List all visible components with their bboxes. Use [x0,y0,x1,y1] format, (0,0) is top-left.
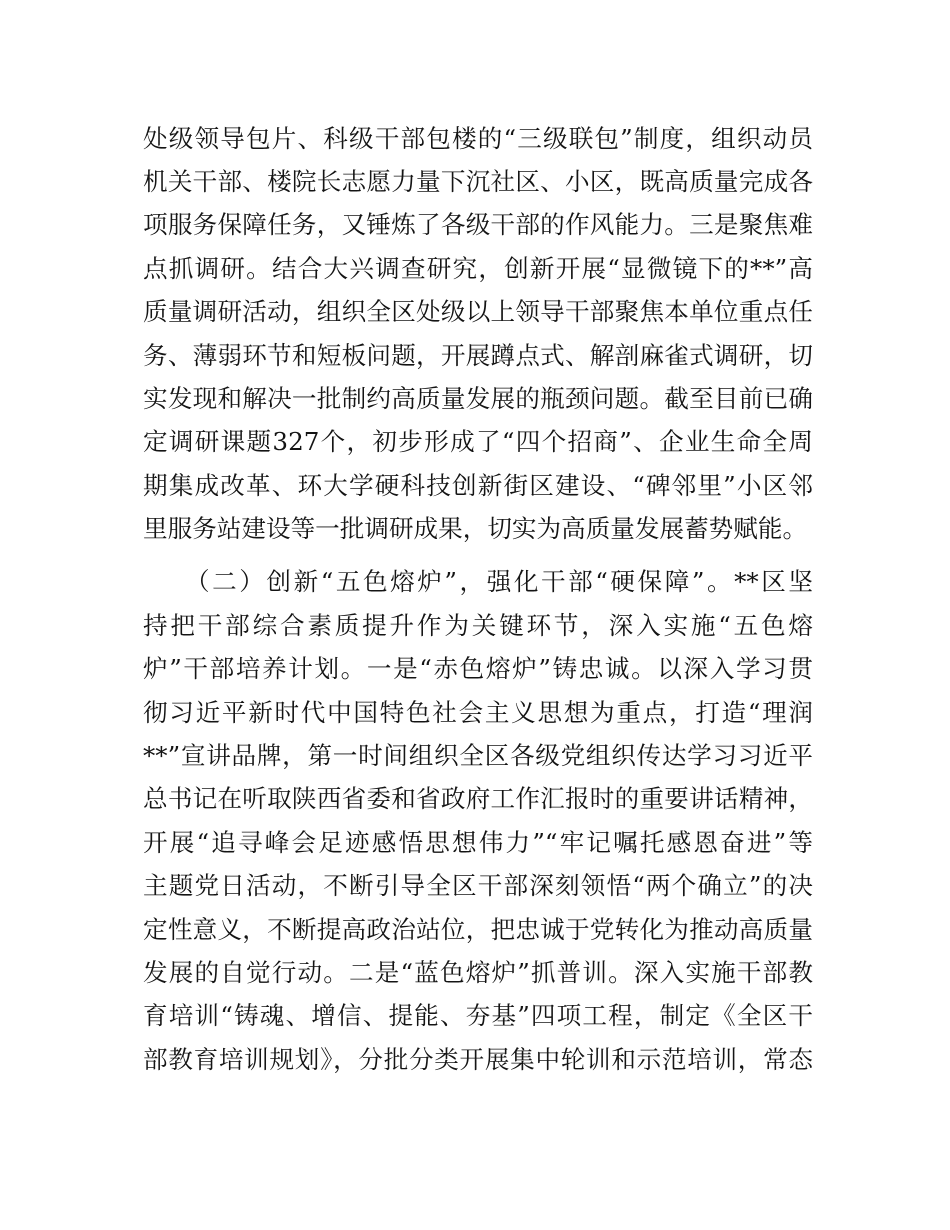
text-line: 部教育培训规划》，分批分类开展集中轮训和示范培训，常态 [143,1045,813,1074]
text-line: 炉”干部培养计划。一是“赤色熔炉”铸忠诚。以深入学习贯 [143,654,813,683]
text-line: 项服务保障任务，又锤炼了各级干部的作风能力。三是聚焦难 [143,210,813,239]
text-line: 实发现和解决一批制约高质量发展的瓶颈问题。截至目前已确 [143,384,813,413]
text-line: 务、薄弱环节和短板问题，开展蹲点式、解剖麻雀式调研，切 [143,341,813,370]
text-line: **”宣讲品牌，第一时间组织全区各级党组织传达学习习近平 [143,741,813,770]
text-line: 机关干部、楼院长志愿力量下沉社区、小区，既高质量完成各 [143,167,813,196]
text-line: 开展“追寻峰会足迹感悟思想伟力”“牢记嘱托感恩奋进”等 [143,828,813,857]
text-line: 持把干部综合素质提升作为关键环节，深入实施“五色熔 [143,611,813,640]
text-line: 发展的自觉行动。二是“蓝色熔炉”抓普训。深入实施干部教 [143,958,813,987]
text-line: 主题党日活动，不断引导全区干部深刻领悟“两个确立”的决 [143,871,813,900]
text-line: 彻习近平新时代中国特色社会主义思想为重点，打造“理润 [143,698,813,727]
text-line: （二）创新“五色熔炉”，强化干部“硬保障”。**区坚 [185,567,813,596]
text-line: 定调研课题327个，初步形成了“四个招商”、企业生命全周 [143,427,813,456]
text-line: 育培训“铸魂、增信、提能、夯基”四项工程，制定《全区干 [143,1001,813,1030]
text-line: 期集成改革、环大学硬科技创新街区建设、“碑邻里”小区邻 [143,471,813,500]
text-line: 点抓调研。结合大兴调查研究，创新开展“显微镜下的**”高 [143,254,813,283]
text-line: 处级领导包片、科级干部包楼的“三级联包”制度，组织动员 [143,124,813,153]
text-line: 里服务站建设等一批调研成果，切实为高质量发展蓄势赋能。 [143,514,808,543]
text-line: 定性意义，不断提高政治站位，把忠诚于党转化为推动高质量 [143,915,813,944]
text-line: 总书记在听取陕西省委和省政府工作汇报时的重要讲话精神， [143,784,813,813]
text-line: 质量调研活动，组织全区处级以上领导干部聚焦本单位重点任 [143,297,813,326]
